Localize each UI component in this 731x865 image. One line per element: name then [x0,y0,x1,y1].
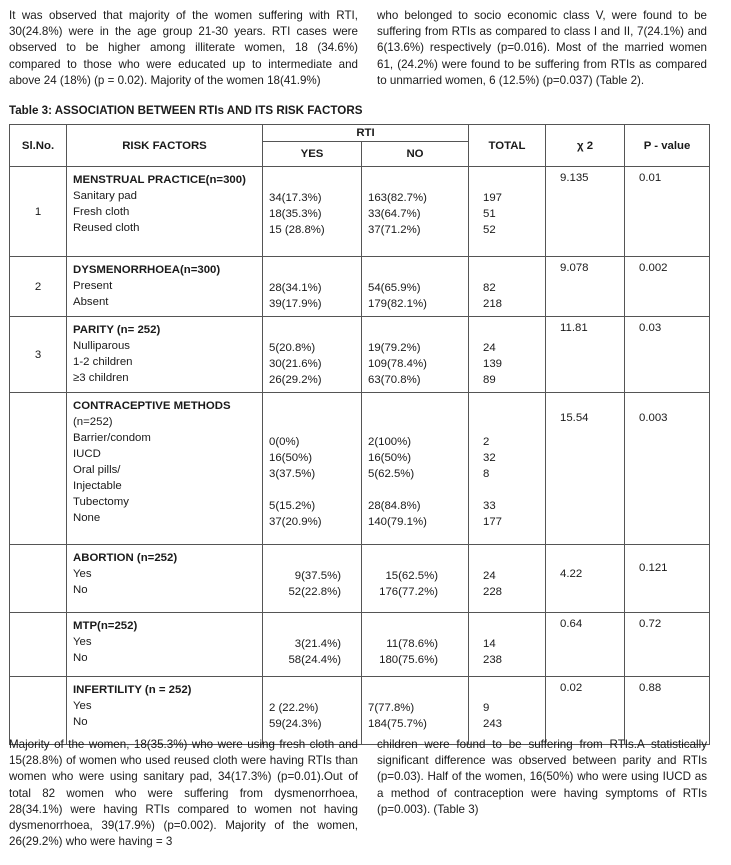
cell-line: Present [73,280,113,292]
table-row [10,257,710,317]
cell-line: 52 [483,224,496,236]
cell-line: 19(79.2%) [368,342,421,354]
cell-line: 163(82.7%) [368,192,427,204]
cell-line [368,482,462,498]
cell-line: 54(65.9%) [368,282,421,294]
cell-p-value: 0.003 [625,393,710,545]
table-caption: Table 3: ASSOCIATION BETWEEN RTIs AND ITS RISK FACTORS [9,104,363,117]
cell-line: 33(64.7%) [368,208,421,220]
cell-line: 5(62.5%) [368,468,415,480]
cell-line: PARITY (n= 252) [73,324,161,336]
cell-line: 30(21.6%) [269,358,322,370]
cell-risk-factor [67,257,263,317]
cell-line: 51 [483,208,496,220]
cell-line: ABORTION (n=252) [73,552,178,564]
cell-line: Barrier/condom [73,432,151,444]
header-chi-square: χ 2 [546,125,625,167]
cell-line [483,482,539,498]
cell-risk-factor [67,677,263,745]
cell-no [362,677,469,745]
cell-line: 8 [483,468,490,480]
cell-line: 52(22.8%) [288,586,341,598]
cell-line: Fresh cloth [73,206,130,218]
cell-no [362,167,469,257]
cell-line: 15(62.5%) [385,570,439,582]
cell-chi-square: 11.81 [546,317,625,393]
cell-line: 24 [483,570,496,582]
cell-chi-square: 9.078 [546,257,625,317]
cell-line: 197 [483,192,503,204]
cell-line: (n=252) [73,416,113,428]
cell-line: 28(34.1%) [269,282,322,294]
cell-p-value: 0.121 [625,545,710,613]
cell-line: 218 [483,298,503,310]
cell-no [362,545,469,613]
cell-total [469,545,546,613]
cell-sl-no: 3 [10,317,67,393]
cell-line: 59(24.3%) [269,718,322,730]
cell-line: 11(78.6%) [386,638,439,650]
cell-line: 176(77.2%) [379,586,439,598]
cell-chi-square: 4.22 [546,545,625,613]
risk-factor-table [9,124,710,745]
cell-p-value: 0.72 [625,613,710,677]
cell-line: Oral pills/ [73,464,121,476]
cell-sl-no [10,545,67,613]
cell-risk-factor [67,545,263,613]
cell-line: Injectable [73,480,122,492]
cell-total [469,257,546,317]
cell-line: 82 [483,282,496,294]
cell-yes [263,545,362,613]
cell-chi-square: 9.135 [546,167,625,257]
cell-line: 0(0%) [269,436,300,448]
cell-line: MENSTRUAL PRACTICE(n=300) [73,174,246,186]
cell-sl-no [10,677,67,745]
cell-yes [263,257,362,317]
cell-line: DYSMENORRHOEA(n=300) [73,264,221,276]
cell-line [269,482,355,498]
table-row [10,393,710,545]
cell-p-value: 0.88 [625,677,710,745]
table-row [10,613,710,677]
cell-line: 18(35.3%) [269,208,322,220]
cell-total [469,613,546,677]
cell-line: None [73,512,101,524]
cell-line: No [73,652,88,664]
cell-line: 179(82.1%) [368,298,427,310]
cell-sl-no [10,613,67,677]
cell-line: 28(84.8%) [368,500,421,512]
cell-line: 89 [483,374,496,386]
cell-line: 24 [483,342,496,354]
cell-chi-square: 0.02 [546,677,625,745]
cell-line: 184(75.7%) [368,718,427,730]
cell-line: Nulliparous [73,340,130,352]
cell-no [362,317,469,393]
cell-line: Yes [73,636,92,648]
cell-line: 63(70.8%) [368,374,421,386]
cell-line: 1-2 children [73,356,133,368]
cell-chi-square: 15.54 [546,393,625,545]
cell-line: 5(20.8%) [269,342,316,354]
cell-yes [263,317,362,393]
cell-line: Yes [73,568,92,580]
cell-no [362,613,469,677]
cell-line: ≥3 children [73,372,129,384]
cell-line: MTP(n=252) [73,620,138,632]
cell-line: 9 [483,702,490,714]
header-rti: RTI [263,125,469,142]
cell-risk-factor [67,167,263,257]
cell-line: No [73,716,88,728]
table-row [10,677,710,745]
cell-total [469,677,546,745]
cell-line: 15 (28.8%) [269,224,325,236]
table-row [10,317,710,393]
table-row [10,167,710,257]
cell-yes [263,677,362,745]
cell-no [362,393,469,545]
cell-total [469,317,546,393]
cell-sl-no: 1 [10,167,67,257]
cell-line: INFERTILITY (n = 252) [73,684,192,696]
cell-line: IUCD [73,448,101,460]
cell-line: 33 [483,500,496,512]
cell-line: Absent [73,296,109,308]
cell-risk-factor [67,317,263,393]
cell-line: 39(17.9%) [269,298,322,310]
cell-line: 238 [483,654,503,666]
cell-line: 7(77.8%) [368,702,415,714]
cell-line: 180(75.6%) [379,654,439,666]
intro-text-right: who belonged to socio economic class V, were found to be suffering from RTIs as compared to class I and II, 7(24.1%) and 6(13.6%) respectively (p=0.016). Most of the married women 61, (24.2%) were found to be suffering from RTIs as compared to unmarried women, 6 (12.5%) (p=0.037) (Table 2). [377,9,707,87]
header-sl-no: Sl.No. [10,125,67,167]
cell-total [469,167,546,257]
cell-line: Tubectomy [73,496,129,508]
discussion-text-right: children were found to be suffering from RTIs.A statistically significant difference was observed between parity and RTIs (p=0.03). Half of the women, 16(50%) who were using IUCD as a method of contraception were having symptoms of RTIs (p=0.003). (Table 3) [377,738,707,816]
cell-line: 3(21.4%) [294,638,341,650]
cell-p-value: 0.01 [625,167,710,257]
cell-total [469,393,546,545]
cell-line: 16(50%) [269,452,313,464]
cell-p-value: 0.002 [625,257,710,317]
cell-line: Yes [73,700,92,712]
cell-line: 3(37.5%) [269,468,316,480]
header-no: NO [362,142,469,167]
cell-yes [263,613,362,677]
discussion-text-left: Majority of the women, 18(35.3%) who were using fresh cloth and 15(28.8%) of women who used reused cloth were having RTIs than women who were using sanitary pad, 34(17.3%) (p=0.01).Out of total 82 women who were suffering from dysmenorrhoea, 28(34.1%) were having RTIs compared to women not having dysmenorrhoea, 39(17.9%) (p=0.002). Majority of the women, 26(29.2%) who were having = 3 [9,738,358,849]
cell-no [362,257,469,317]
cell-line: CONTRACEPTIVE METHODS [73,400,231,412]
cell-line: Reused cloth [73,222,140,234]
cell-line: 228 [483,586,503,598]
table-row [10,545,710,613]
intro-text-left: It was observed that majority of the women suffering with RTI, 30(24.8%) were in the age group 21-30 years. RTI cases were observed to be higher among illiterate women, 18 (34.6%) compared to those who were educated up to intermediate and above 24 (18%) (p = 0.02). Majority of the women 18(41.9%) [9,9,358,87]
cell-line: 139 [483,358,503,370]
cell-sl-no [10,393,67,545]
cell-line: 26(29.2%) [269,374,322,386]
cell-line: 109(78.4%) [368,358,427,370]
cell-chi-square: 0.64 [546,613,625,677]
header-total: TOTAL [469,125,546,167]
cell-line: 58(24.4%) [288,654,341,666]
cell-line: 37(71.2%) [368,224,421,236]
cell-line: 37(20.9%) [269,516,322,528]
cell-yes [263,393,362,545]
cell-sl-no: 2 [10,257,67,317]
cell-line: 243 [483,718,503,730]
cell-line: 9(37.5%) [294,570,341,582]
cell-line: 177 [483,516,503,528]
cell-line: 2(100%) [368,436,412,448]
cell-line: 140(79.1%) [368,516,427,528]
header-risk-factors: RISK FACTORS [67,125,263,167]
cell-yes [263,167,362,257]
cell-risk-factor [67,613,263,677]
cell-line: Sanitary pad [73,190,137,202]
cell-line: 34(17.3%) [269,192,322,204]
cell-line: 32 [483,452,496,464]
cell-line: 16(50%) [368,452,412,464]
cell-line: 2 (22.2%) [269,702,319,714]
header-p-value: P - value [625,125,710,167]
header-yes: YES [263,142,362,167]
cell-p-value: 0.03 [625,317,710,393]
cell-line: No [73,584,88,596]
cell-line: 5(15.2%) [269,500,316,512]
cell-line: 2 [483,436,490,448]
cell-line: 14 [483,638,496,650]
cell-risk-factor [67,393,263,545]
